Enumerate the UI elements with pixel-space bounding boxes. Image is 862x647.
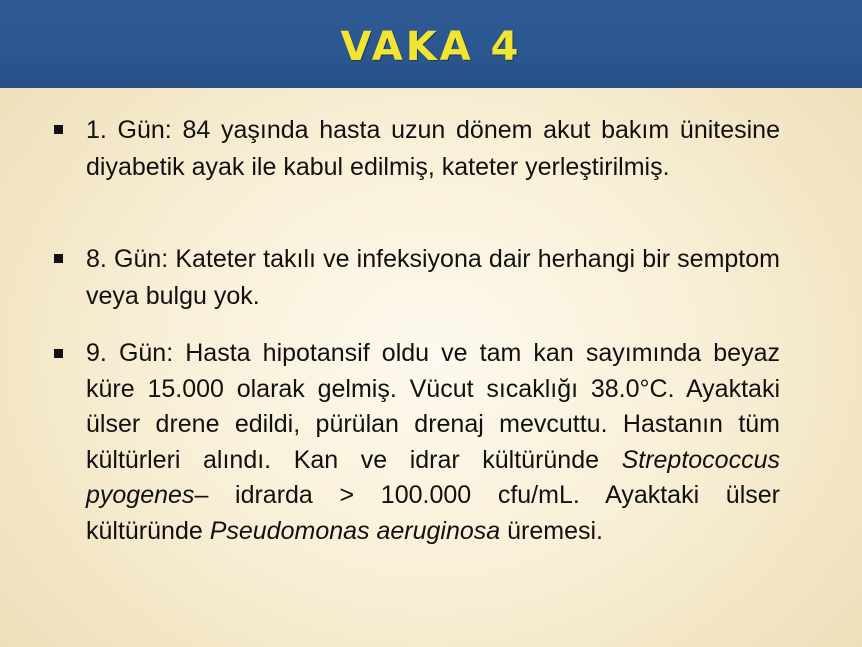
bullet-text-segment: üremesi. — [500, 516, 603, 545]
bullet-text-segment: 8. Gün: Kateter takılı ve infeksiyona dair herhangi bir semptom veya bulgu yok. — [86, 245, 780, 310]
bullet-text-segment: 9. Gün: Hasta hipotansif oldu ve tam kan sayımında beyaz küre 15.000 olarak gelmiş. Vücut sıcaklığı 38.0°C. Ayaktaki ülser drene edildi, pürülan drenaj mevcuttu. Hastanın tüm kültürleri alındı. Kan ve idrar kültüründe — [86, 339, 780, 474]
bullet-text — [86, 241, 780, 314]
square-bullet-icon — [54, 254, 63, 263]
bullet-text-segment: 1. Gün: 84 yaşında hasta uzun dönem akut bakım ünitesine diyabetik ayak ile kabul edilmiş, kateter yerleştirilmiş. — [86, 116, 780, 181]
bullet-text-segment: – idrarda > 100.000 cfu/mL. Ayaktaki ülser kültüründe — [86, 481, 780, 545]
title-bar — [0, 0, 862, 88]
bullet-text — [86, 112, 780, 185]
bullet-item-day-9 — [54, 336, 780, 549]
square-bullet-icon — [54, 349, 63, 358]
slide-title: VAKA 4 — [340, 24, 522, 70]
organism-name-italic: Streptococcus pyogenes — [86, 445, 780, 509]
bullet-item-day-8 — [54, 241, 780, 314]
bullet-text — [86, 336, 780, 549]
organism-name-italic: Pseudomonas aeruginosa — [209, 516, 501, 545]
square-bullet-icon — [54, 125, 63, 134]
bullet-item-day-1 — [54, 112, 780, 185]
